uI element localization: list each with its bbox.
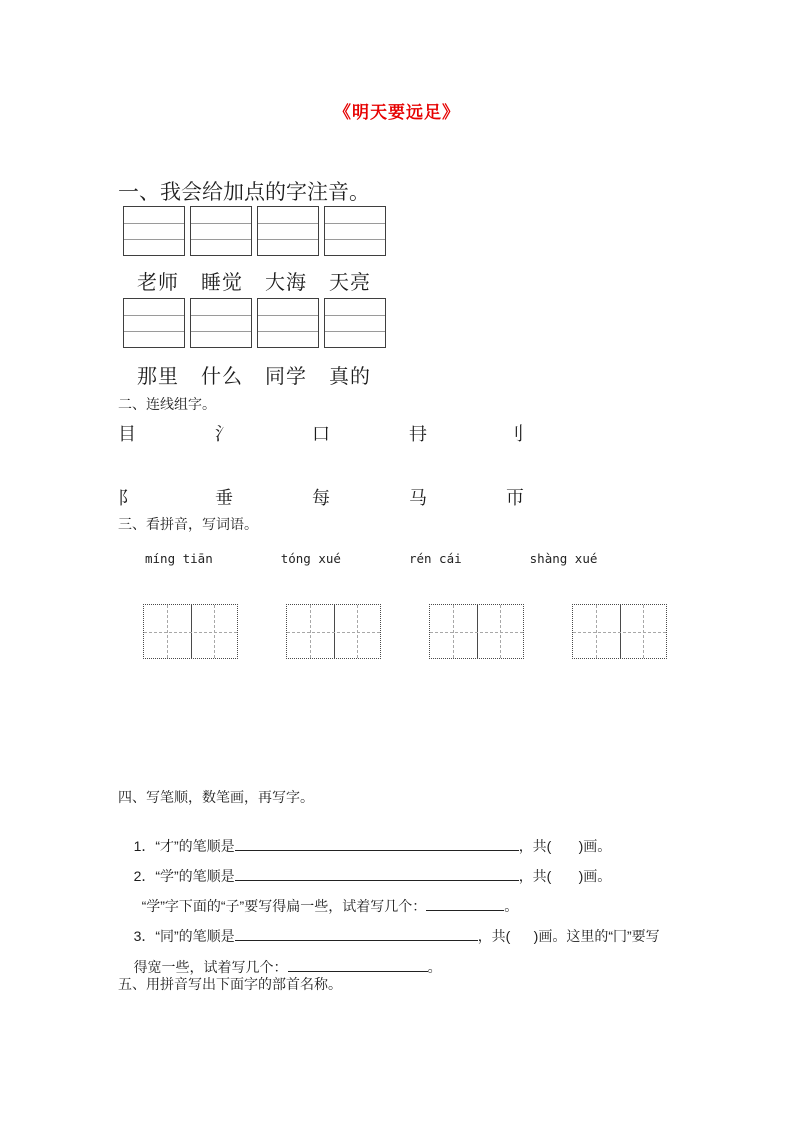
word-label: 老师 (137, 272, 179, 294)
answer-blank (235, 836, 519, 851)
pinyin-writing-box (257, 206, 319, 256)
word-label: 睡觉 (201, 272, 243, 294)
question-2-suffix: ，共( )画。 (518, 868, 612, 884)
pinyin-word: rén cái (408, 551, 462, 566)
matching-top-row (118, 420, 603, 446)
character-part: 阝 (118, 488, 136, 508)
section-three-heading: 三、看拼音，写词语。 (118, 516, 258, 532)
answer-blank (235, 866, 519, 881)
word-label: 同学 (265, 366, 307, 388)
word-label: 大海 (265, 272, 307, 294)
answer-blank (288, 957, 428, 972)
character-writing-grid (572, 604, 667, 659)
pinyin-writing-box (123, 298, 185, 348)
note-suffix: 。 (504, 898, 519, 914)
pinyin-writing-box (123, 206, 185, 256)
character-part: 帀 (506, 488, 524, 508)
character-part: 氵 (215, 424, 233, 444)
character-part: 冄 (409, 424, 427, 444)
word-label: 什么 (201, 366, 243, 388)
pinyin-word: míng tiān (145, 551, 213, 566)
character-writing-grid (143, 604, 238, 659)
answer-blank (235, 926, 478, 941)
pinyin-word-row (145, 551, 597, 566)
answer-blank (426, 896, 504, 911)
character-part: 垂 (215, 488, 233, 508)
pinyin-box-row-2 (123, 298, 386, 348)
pinyin-writing-box (324, 298, 386, 348)
word-row-1 (137, 266, 371, 295)
question-3-line2-suffix: 。 (427, 959, 442, 975)
pinyin-word: shàng xué (529, 551, 598, 566)
pinyin-writing-box (190, 298, 252, 348)
character-part: 刂 (506, 424, 524, 444)
section-two-heading: 二、连线组字。 (118, 396, 216, 412)
pinyin-box-row-1 (123, 206, 386, 256)
character-part: 口 (312, 424, 330, 444)
pinyin-writing-box (324, 206, 386, 256)
word-label: 天亮 (329, 272, 371, 294)
question-2-text: 2．“学”的笔顺是 (133, 868, 235, 884)
word-row-2 (137, 360, 371, 389)
question-1-text: 1．“才”的笔顺是 (133, 838, 235, 854)
question-3-suffix: ，共( )画。这里的“冂”要写 (477, 928, 660, 944)
page-title: 《明天要远足》 (334, 103, 460, 122)
character-writing-grid (286, 604, 381, 659)
character-grid-row (143, 604, 667, 659)
section-four-heading: 四、写笔顺，数笔画，再写字。 (118, 789, 314, 805)
character-part: 每 (312, 488, 330, 508)
question-3-text: 3．“同”的笔顺是 (133, 928, 235, 944)
section-five-heading: 五、用拼音写出下面字的部首名称。 (118, 976, 342, 992)
matching-bottom-row (118, 484, 603, 510)
note-text: “学”字下面的“子”要写得扁一些，试着写几个： (141, 898, 427, 914)
character-writing-grid (429, 604, 524, 659)
pinyin-writing-box (257, 298, 319, 348)
pinyin-word: tóng xué (280, 551, 341, 566)
character-part: 目 (118, 424, 136, 444)
question-1-suffix: ，共( )画。 (518, 838, 612, 854)
word-label: 那里 (137, 366, 179, 388)
question-3-line2-text: 得宽一些，试着写几个： (133, 959, 288, 975)
character-part: 马 (409, 488, 427, 508)
pinyin-writing-box (190, 206, 252, 256)
word-label: 真的 (329, 366, 371, 388)
section-one-heading: 一、我会给加点的字注音。 (118, 181, 370, 204)
